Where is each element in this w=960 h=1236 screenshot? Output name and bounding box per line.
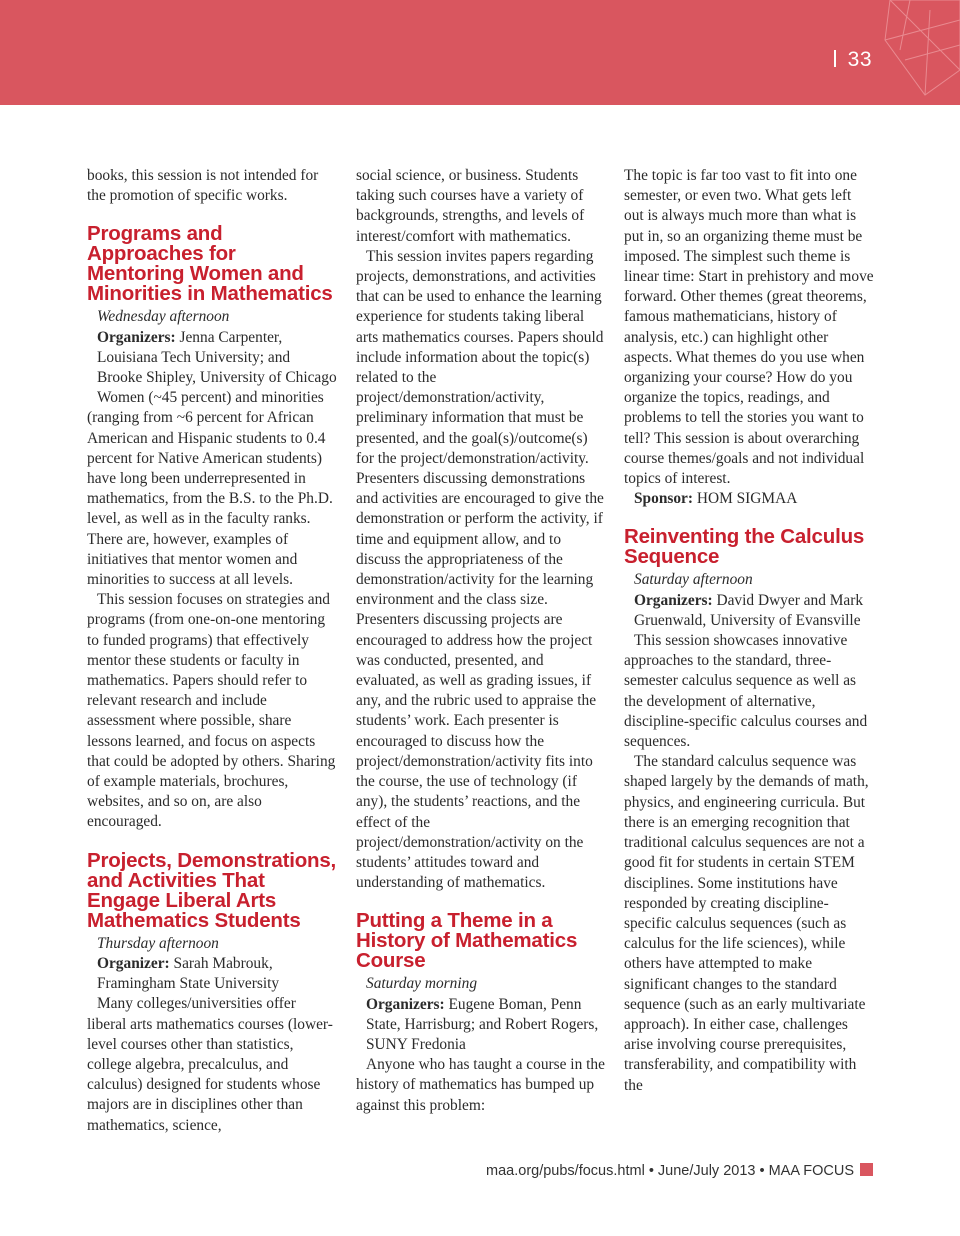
paragraph: This session invites papers regarding projects, demonstrations, and activities that can be used to enhance the learning experience for students taking liberal arts mathematics courses. Papers should include information about the topic(s) related to the project/demonstration/activity, preliminary information that must be presented, and the goal(s)/outcome(s) for the project/demonstration/activity. Presenters discussing demonstrations and activities are encouraged to give the demonstration or perform the activity, if time and equipment allow, and to discuss the appropriateness of the demonstration/activity for the learning environment and the class size. Presenters discussing projects are encouraged to address how the project was conducted, presented, and evaluated, as well as grading issues, if any, and the rubric used to appraise the students’ work. Each presenter is encouraged to discuss how the project/demonstration/activity fits into the course, the use of technology (if any), the students’ reactions, and the effect of the project/demonstration/activity on the students’ attitudes toward and understanding of mathematics.	[356, 247, 604, 892]
paragraph: This session showcases innovative approaches to the standard, three-semester calculus sequence as well as the development of alternative, discipline-specific calculus courses and sequences.	[624, 632, 868, 751]
organizers: Organizers: David Dwyer and Mark Gruenwald, University of Evansville	[634, 591, 864, 629]
page-number: 33	[834, 48, 872, 72]
paragraph: Anyone who has taught a course in the history of mathematics has bumped up against this problem:	[356, 1056, 605, 1114]
paragraph: Many colleges/universities offer liberal arts mathematics courses (lower-level courses other than statistics, college algebra, precalculus, and calculus) designed for students whose majors are in disciplines other than mathematics, science,	[87, 995, 333, 1134]
header-banner	[0, 0, 960, 105]
paragraph: social science, or business. Students taking such courses have a variety of backgrounds, strengths, and levels of interest/comfort with mathematics.	[356, 167, 585, 245]
footer-square-icon	[860, 1163, 873, 1176]
column-1	[87, 166, 337, 1136]
session-time: Wednesday afternoon	[97, 308, 230, 326]
footer: maa.org/pubs/focus.html • June/July 2013 • MAA FOCUS	[486, 1163, 873, 1179]
section-heading-liberal-arts: Projects, Demonstrations, and Activities That Engage Liberal Arts Mathematics Students	[87, 848, 337, 932]
organizers: Organizer: Sarah Mabrouk, Framingham State University	[97, 954, 280, 993]
column-2	[356, 166, 606, 1116]
paragraph: books, this session is not intended for the promotion of specific works.	[87, 167, 319, 205]
paragraph: Women (~45 percent) and minorities (ranging from ~6 percent for African American and Hispanic students to 0.4 percent for Native American students) have long been underrepresented in mathematics, from the B.S. to the Ph.D. level, as well as in the faculty ranks. There are, however, examples of initiatives that mentor women and minorities to success at all levels.	[87, 389, 333, 589]
section-heading-mentoring: Programs and Approaches for Mentoring Women and Minorities in Mathematics	[87, 222, 333, 306]
column-3	[624, 166, 874, 1096]
organizers: Organizers: Eugene Boman, Penn State, Harrisburg; and Robert Rogers, SUNY Fredonia	[366, 995, 599, 1053]
sponsor: Sponsor: HOM SIGMAA	[634, 490, 798, 508]
paragraph: The standard calculus sequence was shaped largely by the demands of math, physics, and engineering curricula. But there is an emerging recognition that traditional calculus sequences are not a good fit for students in certain STEM disciplines. Some institutions have responded by creating discipline-specific calculus sequences (such as calculus for the life sciences), while others have attempted to make significant changes to the standard sequence (such as an early multivariate approach). In either case, challenges arise involving course prerequisites, transferability, and compatibility with the	[624, 753, 869, 1094]
session-time: Thursday afternoon	[97, 934, 219, 952]
section-heading-calculus: Reinventing the Calculus Sequence	[624, 525, 865, 569]
paragraph: The topic is far too vast to fit into one semester, or even two. What gets left out is always much more than what is put in, so an organizing theme must be imposed. The simplest such theme is linear time: Start in prehistory and move forward. Other themes (great theorems, famous mathematicians, history of analysis, etc.) can highlight other aspects. What themes do you use when organizing your course? How do you organize the topics, readings, and problems to tell the stories you want to tell? This session is about overarching course themes/goals and not individual topics of interest.	[624, 167, 874, 488]
paragraph: This session focuses on strategies and programs (from one-on-one mentoring to funded programs) that effectively mentor these students or faculty in mathematics. Papers should refer to relevant research and include assessment where possible, share lessons learned, and focus on aspects that could be adopted by others. Sharing of example materials, brochures, websites, and so on, are also encouraged.	[87, 591, 336, 831]
session-time: Saturday afternoon	[634, 571, 753, 589]
organizers: Organizers: Jenna Carpenter, Louisiana Tech University; and Brooke Shipley, University of Chicago	[97, 328, 337, 387]
session-time: Saturday morning	[366, 975, 478, 993]
section-heading-history-theme: Putting a Theme in a History of Mathematics Course	[356, 909, 578, 973]
